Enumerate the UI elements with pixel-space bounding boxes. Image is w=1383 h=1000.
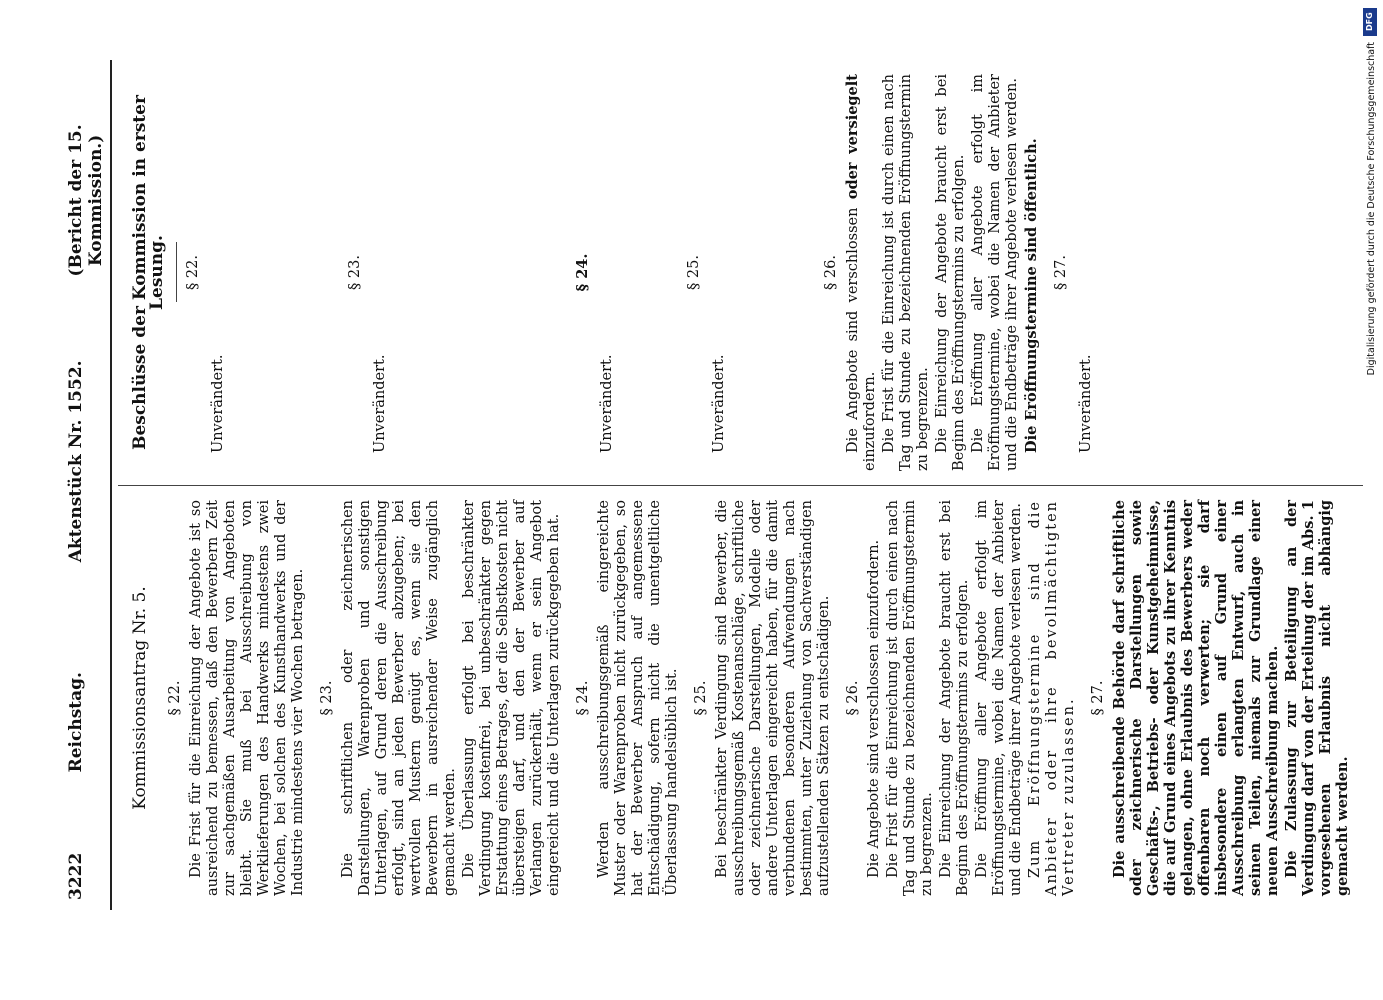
unchanged-note: Unverändert. <box>372 354 388 453</box>
section-number: § 26. <box>823 255 839 290</box>
section-number: § 23. <box>347 255 363 290</box>
section-number: § 22. <box>185 255 201 290</box>
section-number: § 22. <box>167 680 183 716</box>
left-column <box>118 485 1363 910</box>
two-column-layout <box>118 60 1363 910</box>
left-section-23 <box>319 500 563 896</box>
paragraph: Die Einreichung der Angebote braucht erst bei Beginn des Eröffnungstermins zu erfolgen. <box>938 500 971 896</box>
paragraph: Die Frist für die Einreichung ist durch einen nach Tag und Stunde zu bezeichnenden Eröffnungstermin zu begrenzen. <box>881 74 931 471</box>
paragraph: Die Eröffnung aller Angebote erfolgt im Eröffnungstermine, wobei die Namen der Anbieter und die Endbeträge ihrer Angebote verlesen werden. <box>974 500 1024 896</box>
page-number: 3222 <box>66 852 86 900</box>
right-section-24 <box>574 74 674 471</box>
section-number: § 24. <box>574 253 591 292</box>
amendment-text: öffentlich. <box>1023 138 1040 222</box>
paragraph: Die Eröffnung aller Angebote erfolgt im Eröffnungstermine, wobei die Namen der Anbieter und die Endbeträge ihrer Angebote verlesen werden. <box>970 74 1020 471</box>
right-section-25 <box>686 74 811 471</box>
paragraph <box>844 74 879 471</box>
section-number: § 24. <box>575 680 591 716</box>
section-number: § 25. <box>693 680 709 716</box>
unchanged-note: Unverändert. <box>711 354 727 453</box>
heading-rule <box>176 243 177 303</box>
left-section-22 <box>167 500 307 896</box>
digitization-note <box>1363 8 1377 400</box>
paragraph: Die Angebote sind verschlossen einzufordern. <box>866 539 882 878</box>
paragraph: Die Frist für die Einreichung ist durch einen nach Tag und Stunde zu bezeichnenden Eröffnungstermin zu begrenzen. <box>885 500 935 896</box>
left-section-24 <box>575 500 681 896</box>
text: einzufordern. <box>862 371 878 471</box>
running-head-center: Aktenstück Nr. 1552. <box>66 360 86 563</box>
running-head-right: (Bericht der 15. Kommission.) <box>66 124 106 277</box>
unchanged-note: Unverändert. <box>599 354 615 453</box>
section-number: § 25. <box>686 255 702 290</box>
amendment-text: Die Eröffnungstermine sind <box>1023 221 1040 453</box>
section-number: § 27. <box>1053 255 1069 290</box>
digitization-credit: Digitalisierung gefördert durch die Deutsche Forschungsgemeinschaft <box>1366 42 1377 376</box>
paragraph <box>1023 74 1041 471</box>
paragraph: Die ausschreibende Behörde darf schriftliche oder zeichnerische Darstellungen sowie Geschäfts-, Betriebs- oder Kunstgeheimnisse, die auf Grund eines Angebots zu ihrer Kenntnis gelangen, ohne Erlaubnis des Bewerbers weder offenbaren noch verwerten; sie darf insbesondere einen auf Grund einer Ausschreibung erlangten Entwurf, auch in seinen Teilen, niemals zur Grundlage einer neuen Ausschreibung machen. <box>1111 500 1281 896</box>
right-column-heading: Beschlüsse der Kommission in erster Lesung. <box>130 95 167 450</box>
paragraph: Die Überlassung erfolgt bei beschränkter Verdingung kostenfrei, bei unbeschränkter gegen Erstattung eines Betrages, der die Selbstkosten nicht übersteigen darf, und den der Bewerber auf Verlangen zurückerhält, wenn er sein Angebot eingereicht und die Unterlagen zurückgegeben hat. <box>461 500 562 896</box>
paragraph: Die Zulassung zur Beteiligung an der Verdingung darf von der Erteilung der im Abs. 1 vorgesehenen Erlaubnis nicht abhängig gemacht werden. <box>1283 500 1351 896</box>
section-number: § 23. <box>319 680 335 716</box>
paragraph: Werden ausschreibungsgemäß eingereichte Muster oder Warenproben nicht zurückgegeben, so hat der Bewerber Anspruch auf angemessene Entschädigung, sofern nicht die unentgeltliche Überlassung handelsüblich ist. <box>596 500 680 896</box>
unchanged-note: Unverändert. <box>1078 354 1094 453</box>
left-section-26 <box>845 500 1078 896</box>
right-column <box>118 60 1363 485</box>
amendment-text: oder versiegelt <box>844 74 861 200</box>
paragraph: Die Frist für die Einreichung der Angebote ist so ausreichend zu bemessen, daß den Bewerbern Zeit zur sachgemäßen Ausarbeitung von Angeboten bleibt. Sie muß bei Ausschreibung von Werklieferungen des Handwerks mindestens zwei Wochen, bei solchen des Kunsthandwerks und der Industrie mindestens vier Wochen betragen. <box>188 500 306 896</box>
paragraph: Zum Eröffnungstermine sind die Anbieter oder ihre bevollmächtigten Vertreter zuzulassen. <box>1027 500 1077 896</box>
section-number: § 26. <box>845 680 861 716</box>
running-head <box>66 60 112 910</box>
text: Die Angebote sind verschlossen <box>845 199 861 453</box>
left-section-25 <box>693 500 833 896</box>
section-number: § 27. <box>1090 680 1106 716</box>
paragraph: Bei beschränkter Verdingung sind Bewerber, die ausschreibungsgemäß Kostenanschläge, schriftliche oder zeichnerische Darstellungen, Modelle oder andere Unterlagen eingereicht haben, für die damit verbundenen besonderen Aufwendungen nach bestimmten, unter Zuziehung von Sachverständigen aufzustellenden Sätzen zu entschädigen. <box>714 500 832 896</box>
right-section-22 <box>185 74 335 471</box>
paragraph: Die Einreichung der Angebote braucht erst bei Beginn des Eröffnungstermins zu erfolgen. <box>934 74 967 471</box>
left-section-27 <box>1090 500 1351 896</box>
left-column-heading: Kommissionsantrag Nr. 5. <box>130 586 150 810</box>
right-section-26 <box>823 74 1041 471</box>
right-section-27 <box>1053 74 1133 471</box>
right-section-23 <box>347 74 562 471</box>
running-head-left: Reichstag. <box>66 672 86 773</box>
paragraph: Die schriftlichen oder zeichnerischen Darstellungen, Warenproben und sonstigen Unterlagen, auf Grund deren die Ausschreibung erfolgt, sind an jeden Bewerber abzugeben; bei wertvollen Mustern genügt es, wenn sie den Bewerbern in ausreichender Weise zugänglich gemacht werden. <box>340 500 458 896</box>
dfg-logo: DFG <box>1363 8 1377 36</box>
unchanged-note: Unverändert. <box>210 354 226 453</box>
